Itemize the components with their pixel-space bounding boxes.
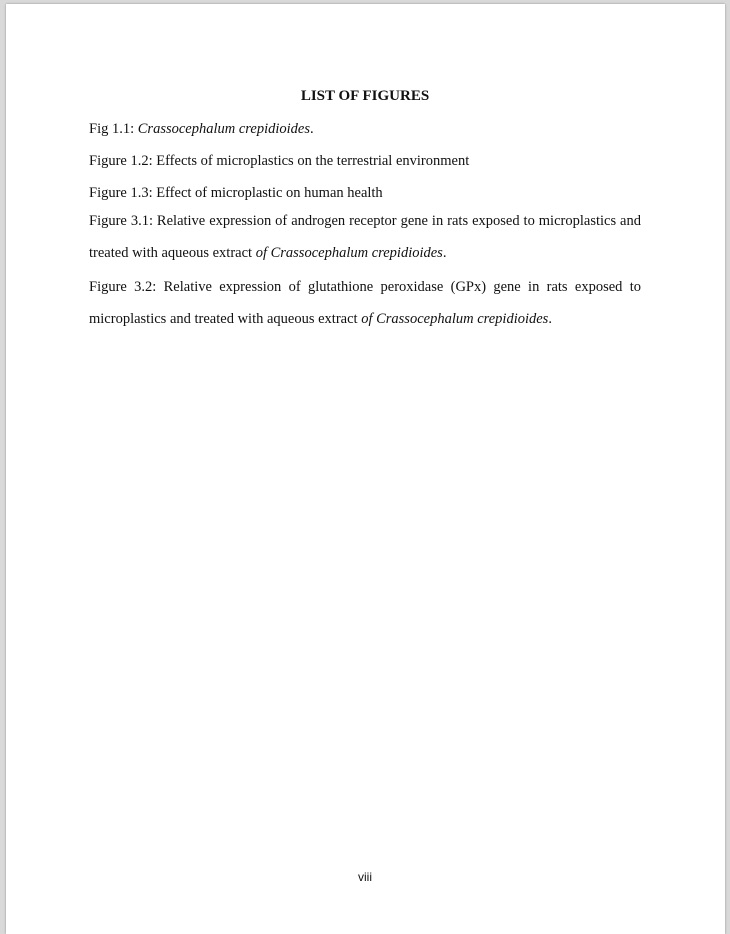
figure-entry-3-2 bbox=[89, 271, 641, 335]
figure-italic-text: of Crassocephalum crepidioides bbox=[255, 245, 443, 261]
page-number: viii bbox=[358, 870, 372, 884]
figure-label: Fig 1.1: bbox=[89, 121, 138, 137]
figure-caption-text: Figure 3.1: Relative expression of androgen receptor gene in rats exposed to microplastics and treated with aqueous extract bbox=[89, 213, 641, 261]
page-title: LIST OF FIGURES bbox=[300, 88, 430, 104]
figure-entry-1-1 bbox=[89, 113, 641, 145]
figure-entry-1-2: Figure 1.2: Effects of microplastics on the terrestrial environment bbox=[89, 153, 470, 169]
figure-suffix: . bbox=[442, 245, 447, 261]
figure-italic-text: Crassocephalum crepidioides bbox=[137, 121, 310, 137]
figure-suffix: . bbox=[548, 311, 552, 327]
figure-italic-text: of Crassocephalum crepidioides bbox=[361, 311, 549, 327]
figure-suffix: . bbox=[310, 121, 314, 137]
figure-caption-text: Figure 3.2: Relative expression of glutathione peroxidase (GPx) gene in rats exposed to microplastics and treated with aqueous extract bbox=[89, 279, 641, 327]
figure-entry-1-3: Figure 1.3: Effect of microplastic on human health bbox=[89, 185, 383, 201]
figure-entry-3-1 bbox=[89, 205, 641, 269]
